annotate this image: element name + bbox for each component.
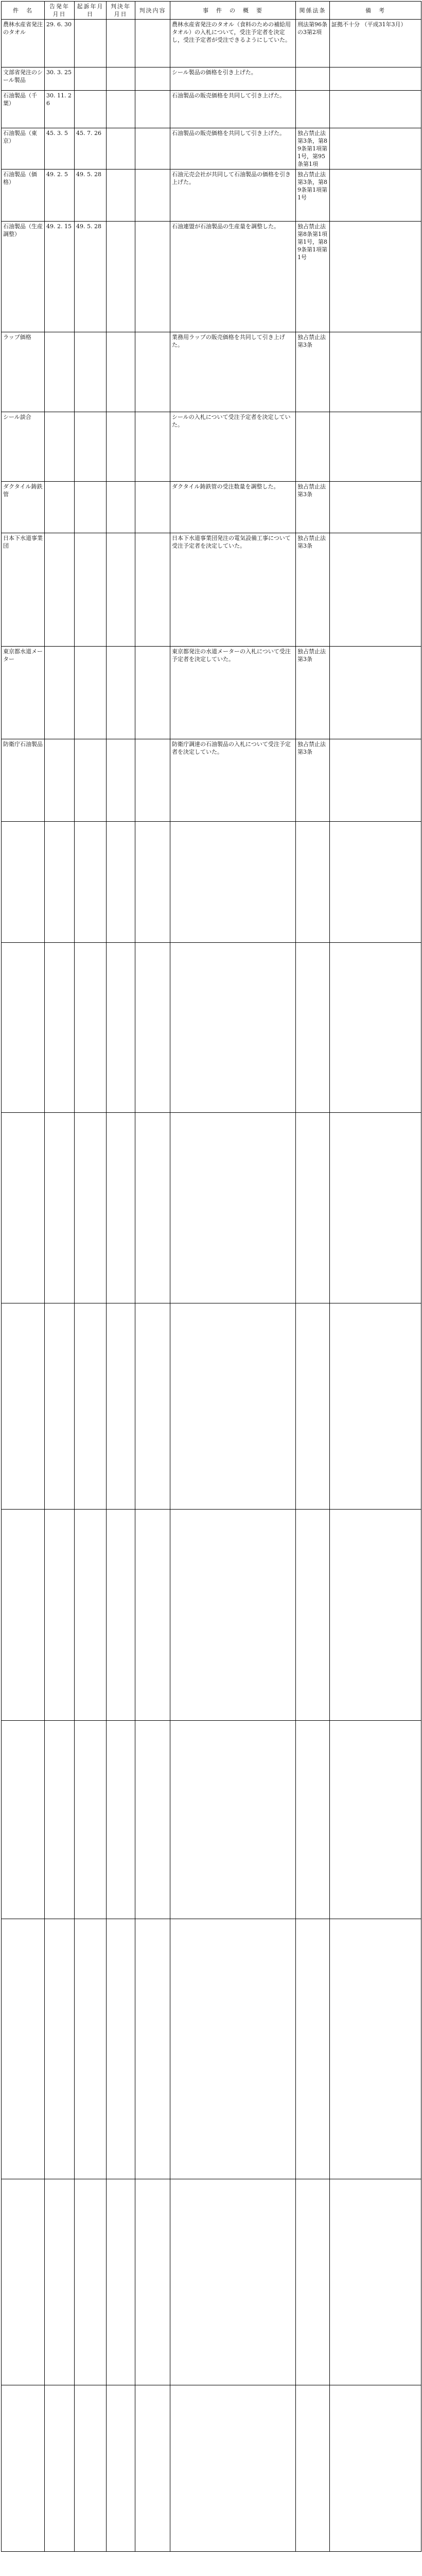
case-summary: シールの入札について受注予定者を決定していた。: [170, 412, 296, 482]
remarks: [330, 2385, 421, 2552]
case-name: [2, 1113, 45, 1303]
case-name: 文部省発注のシール製品: [2, 67, 45, 91]
remarks: [330, 482, 421, 533]
related-law: [296, 822, 330, 943]
remarks: [330, 2179, 421, 2385]
case-summary: [170, 1721, 296, 1919]
case-summary: [170, 2385, 296, 2552]
related-law: 独占禁止法第8条第1項第1号，第89条第1項第1号: [296, 222, 330, 332]
judgment-content: [135, 533, 170, 647]
case-name: 石油製品（生産調整）: [2, 222, 45, 332]
table-row: [2, 128, 421, 170]
case-name: 石油製品（千葉）: [2, 91, 45, 128]
case-summary: [170, 1113, 296, 1303]
accused-date: [45, 2179, 75, 2385]
judgment-date: [107, 2179, 135, 2385]
accused-date: 49. 2. 5: [45, 170, 75, 222]
related-law: [296, 1510, 330, 1721]
remarks: [330, 1721, 421, 1919]
table-row: [2, 739, 421, 822]
accused-date: [45, 1919, 75, 2179]
accused-date: [45, 482, 75, 533]
case-name: 日本下水道事業団: [2, 533, 45, 647]
judgment-date: [107, 2385, 135, 2552]
judgment-content: [135, 2385, 170, 2552]
table-row: [2, 332, 421, 412]
case-summary: ダクタイル鋳鉄管の受注数量を調整した。: [170, 482, 296, 533]
case-summary: 日本下水道事業団発注の電気設備工事について受注予定者を決定していた。: [170, 533, 296, 647]
case-name: [2, 943, 45, 1113]
judgment-date: [107, 647, 135, 739]
case-summary: [170, 1919, 296, 2179]
case-summary: [170, 943, 296, 1113]
judgment-date: [107, 822, 135, 943]
accused-date: [45, 533, 75, 647]
accused-date: 30. 11. 26: [45, 91, 75, 128]
remarks: [330, 332, 421, 412]
remarks: [330, 822, 421, 943]
case-summary: 石油連盟が石油製品の生産量を調整した。: [170, 222, 296, 332]
table-row: [2, 412, 421, 482]
header-accused-date: 告発年月日: [45, 2, 75, 20]
indicted-date: 49. 5. 28: [75, 222, 107, 332]
header-indicted-date: 起訴年月日: [75, 2, 107, 20]
table-row: [2, 67, 421, 91]
case-summary: シール製品の価格を引き上げた。: [170, 67, 296, 91]
judgment-content: [135, 482, 170, 533]
table-row: [2, 2179, 421, 2385]
accused-date: [45, 822, 75, 943]
judgment-date: [107, 943, 135, 1113]
remarks: [330, 91, 421, 128]
table-row: [2, 1113, 421, 1303]
table-header: [2, 2, 421, 20]
indicted-date: [75, 1510, 107, 1721]
accused-date: 29. 6. 30: [45, 20, 75, 67]
judgment-content: [135, 647, 170, 739]
header-judgment-content: 判決内容: [135, 2, 170, 20]
related-law: 独占禁止法第3条: [296, 533, 330, 647]
related-law: 独占禁止法第3条: [296, 739, 330, 822]
remarks: [330, 1113, 421, 1303]
table-row: [2, 1303, 421, 1510]
judgment-content: [135, 67, 170, 91]
remarks: [330, 128, 421, 170]
accused-date: 45. 3. 5: [45, 128, 75, 170]
case-name: ダクタイル鋳鉄管: [2, 482, 45, 533]
accused-date: 30. 3. 25: [45, 67, 75, 91]
indicted-date: [75, 91, 107, 128]
judgment-date: [107, 1721, 135, 1919]
header-related-law: 関係法条: [296, 2, 330, 20]
remarks: [330, 170, 421, 222]
case-name: [2, 822, 45, 943]
indicted-date: [75, 533, 107, 647]
judgment-date: [107, 222, 135, 332]
judgment-content: [135, 170, 170, 222]
accused-date: [45, 332, 75, 412]
table-row: [2, 943, 421, 1113]
indicted-date: [75, 1303, 107, 1510]
header-name: 件 名: [2, 2, 45, 20]
remarks: 証拠不十分 （平成31年3月）: [330, 20, 421, 67]
judgment-content: [135, 739, 170, 822]
case-summary: [170, 822, 296, 943]
related-law: 刑法第96条の3第2項: [296, 20, 330, 67]
judgment-date: [107, 20, 135, 67]
case-summary: 石油製品の販売価格を共同して引き上げた。: [170, 128, 296, 170]
indicted-date: [75, 1919, 107, 2179]
indicted-date: [75, 482, 107, 533]
judgment-date: [107, 91, 135, 128]
indicted-date: [75, 20, 107, 67]
header-case-summary: 事 件 の 概 要: [170, 2, 296, 20]
indicted-date: [75, 412, 107, 482]
table-row: [2, 20, 421, 67]
case-name: ラップ価格: [2, 332, 45, 412]
remarks: [330, 412, 421, 482]
remarks: [330, 647, 421, 739]
judgment-content: [135, 222, 170, 332]
case-summary: [170, 1510, 296, 1721]
table-row: [2, 533, 421, 647]
related-law: [296, 1113, 330, 1303]
related-law: [296, 67, 330, 91]
indicted-date: [75, 943, 107, 1113]
table-row: [2, 482, 421, 533]
remarks: [330, 943, 421, 1113]
judgment-content: [135, 91, 170, 128]
related-law: [296, 1303, 330, 1510]
table-row: [2, 2385, 421, 2552]
judgment-date: [107, 332, 135, 412]
judgment-content: [135, 412, 170, 482]
judgment-content: [135, 332, 170, 412]
related-law: [296, 91, 330, 128]
case-summary: 業務用ラップの販売価格を共同して引き上げた。: [170, 332, 296, 412]
header-row: [2, 2, 421, 20]
criminal-accusation-table: [1, 1, 421, 2552]
accused-date: [45, 1510, 75, 1721]
accused-date: 49. 2. 15: [45, 222, 75, 332]
accused-date: [45, 739, 75, 822]
case-name: 石油製品（東京）: [2, 128, 45, 170]
related-law: [296, 943, 330, 1113]
indicted-date: [75, 2385, 107, 2552]
judgment-content: [135, 2179, 170, 2385]
judgment-date: [107, 739, 135, 822]
judgment-content: [135, 822, 170, 943]
case-summary: 農林水産省発注のタオル（食料のための補給用タオル）の入札について，受注予定者を決定し，受注予定者が受注できるようにしていた。: [170, 20, 296, 67]
judgment-content: [135, 1113, 170, 1303]
remarks: [330, 1919, 421, 2179]
remarks: [330, 222, 421, 332]
table-row: [2, 222, 421, 332]
case-name: 農林水産省発注のタオル: [2, 20, 45, 67]
accused-date: [45, 943, 75, 1113]
accused-date: [45, 1303, 75, 1510]
table-row: [2, 1721, 421, 1919]
indicted-date: [75, 739, 107, 822]
case-name: [2, 1303, 45, 1510]
judgment-date: [107, 533, 135, 647]
judgment-date: [107, 170, 135, 222]
indicted-date: [75, 1721, 107, 1919]
judgment-date: [107, 1919, 135, 2179]
indicted-date: [75, 647, 107, 739]
table-row: [2, 647, 421, 739]
remarks: [330, 1303, 421, 1510]
related-law: [296, 1721, 330, 1919]
accused-date: [45, 647, 75, 739]
judgment-date: [107, 128, 135, 170]
case-summary: 石油製品の販売価格を共同して引き上げた。: [170, 91, 296, 128]
related-law: [296, 412, 330, 482]
case-name: シール談合: [2, 412, 45, 482]
case-summary: 東京都発注の水道メーターの入札について受注予定者を決定していた。: [170, 647, 296, 739]
judgment-date: [107, 1510, 135, 1721]
indicted-date: [75, 67, 107, 91]
related-law: 独占禁止法第3条: [296, 482, 330, 533]
remarks: [330, 533, 421, 647]
case-summary: 防衛庁調達の石油製品の入札について受注予定者を決定していた。: [170, 739, 296, 822]
related-law: [296, 1919, 330, 2179]
indicted-date: [75, 332, 107, 412]
case-name: [2, 2385, 45, 2552]
table-row: [2, 170, 421, 222]
judgment-content: [135, 1303, 170, 1510]
case-name: 東京都水道メーター: [2, 647, 45, 739]
judgment-date: [107, 412, 135, 482]
judgment-date: [107, 482, 135, 533]
indicted-date: 45. 7. 26: [75, 128, 107, 170]
related-law: [296, 2179, 330, 2385]
accused-date: [45, 412, 75, 482]
table-body: [2, 20, 421, 2552]
related-law: 独占禁止法第3条，第89条第1項第1号，第95条第1項: [296, 128, 330, 170]
case-summary: [170, 2179, 296, 2385]
case-name: 防衛庁石油製品: [2, 739, 45, 822]
table-row: [2, 91, 421, 128]
judgment-content: [135, 1721, 170, 1919]
case-name: [2, 1721, 45, 1919]
accused-date: [45, 1721, 75, 1919]
header-judgment-date: 判決年月日: [107, 2, 135, 20]
judgment-content: [135, 128, 170, 170]
accused-date: [45, 1113, 75, 1303]
case-name: [2, 1919, 45, 2179]
table-row: [2, 1919, 421, 2179]
judgment-date: [107, 67, 135, 91]
indicted-date: [75, 822, 107, 943]
case-name: [2, 2179, 45, 2385]
related-law: 独占禁止法第3条: [296, 647, 330, 739]
judgment-content: [135, 1919, 170, 2179]
judgment-date: [107, 1303, 135, 1510]
table-row: [2, 1510, 421, 1721]
related-law: 独占禁止法第3条，第89条第1項第1号: [296, 170, 330, 222]
table-row: [2, 822, 421, 943]
remarks: [330, 67, 421, 91]
judgment-content: [135, 20, 170, 67]
related-law: [296, 2385, 330, 2552]
judgment-content: [135, 943, 170, 1113]
case-summary: 石油元売会社が共同して石油製品の価格を引き上げた。: [170, 170, 296, 222]
related-law: 独占禁止法第3条: [296, 332, 330, 412]
indicted-date: 49. 5. 28: [75, 170, 107, 222]
case-summary: [170, 1303, 296, 1510]
case-name: 石油製品（価格）: [2, 170, 45, 222]
remarks: [330, 739, 421, 822]
case-name: [2, 1510, 45, 1721]
judgment-content: [135, 1510, 170, 1721]
indicted-date: [75, 2179, 107, 2385]
indicted-date: [75, 1113, 107, 1303]
accused-date: [45, 2385, 75, 2552]
header-remarks: 備 考: [330, 2, 421, 20]
judgment-date: [107, 1113, 135, 1303]
remarks: [330, 1510, 421, 1721]
